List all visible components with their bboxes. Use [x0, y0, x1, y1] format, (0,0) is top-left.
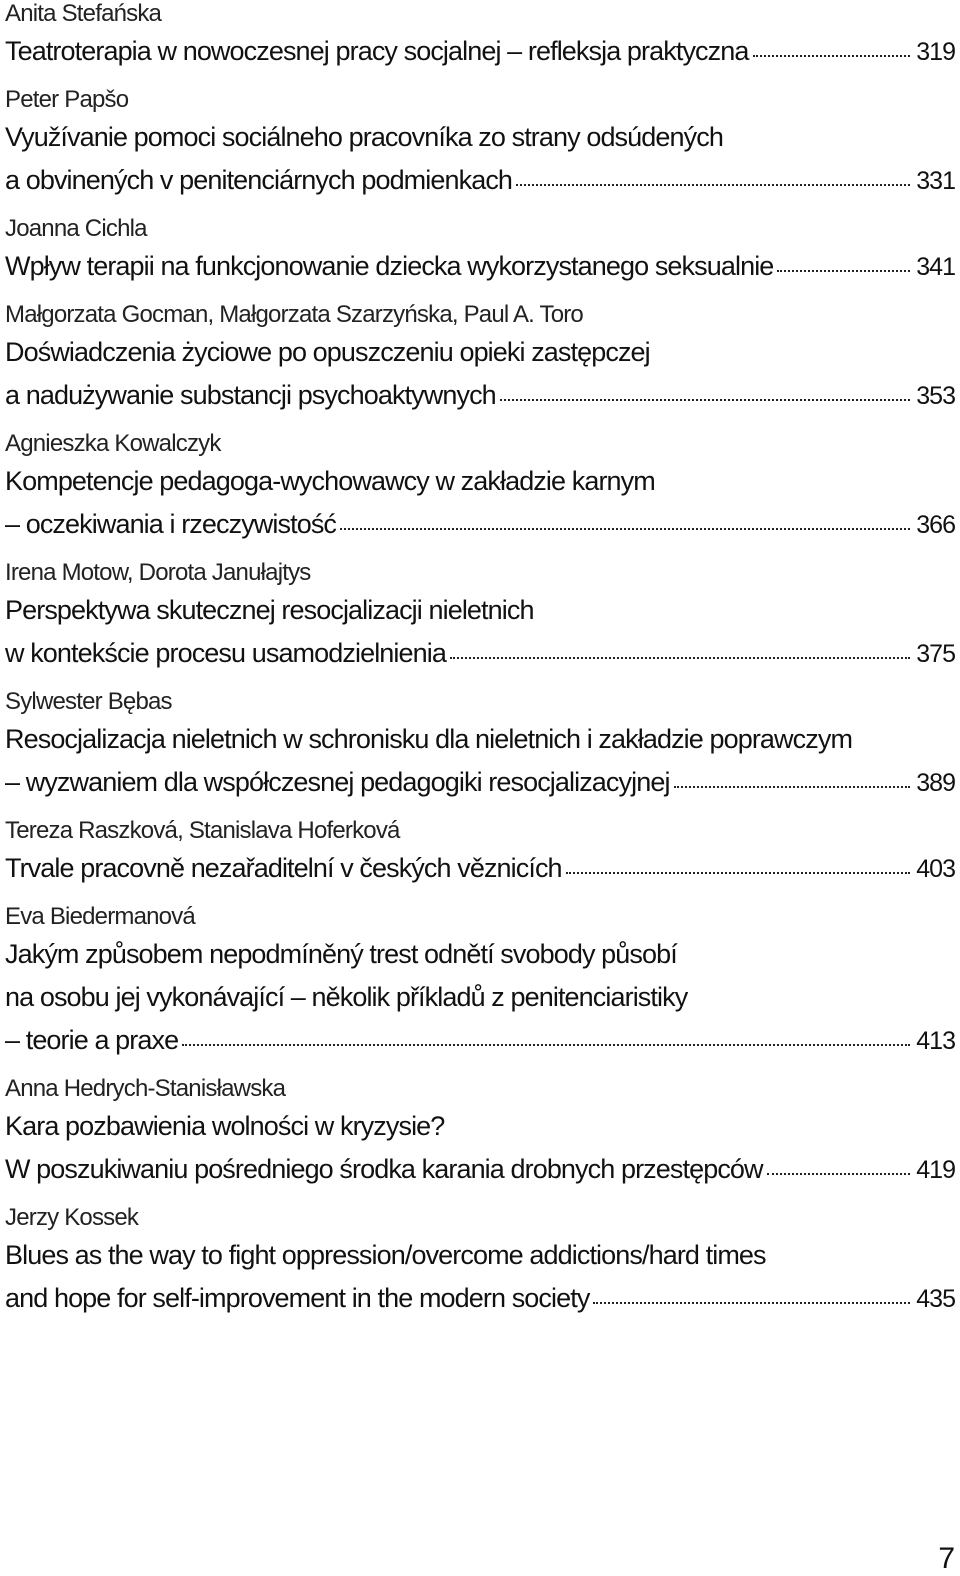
toc-entry[interactable] — [5, 559, 955, 675]
toc-entry[interactable] — [5, 817, 955, 890]
toc-entry-title-line — [5, 1148, 955, 1191]
toc-entry-title[interactable]: Kara pozbawienia wolności w kryzysie? — [5, 1111, 445, 1141]
toc-entry-title-line — [5, 1277, 955, 1320]
toc-entry-title[interactable]: Wpływ terapii na funkcjonowanie dziecka wykorzystanego seksualnie — [5, 251, 774, 281]
toc-entry-title[interactable]: Využívanie pomoci sociálneho pracovníka zo strany odsúdených — [5, 122, 723, 152]
toc-entry-title-line — [5, 30, 955, 73]
toc-entry-page[interactable]: 331 — [916, 167, 955, 195]
toc-entry-title[interactable]: a nadużywanie substancji psychoaktywnych — [5, 380, 496, 410]
toc-entry-title[interactable]: Teatroterapia w nowoczesnej pracy socjalnej – refleksja praktyczna — [5, 36, 749, 66]
toc-entry-page[interactable]: 419 — [916, 1156, 955, 1184]
toc-entry-page[interactable]: 413 — [916, 1027, 955, 1055]
toc-entry-title-line — [5, 589, 955, 632]
toc-entry-title-line — [5, 503, 955, 546]
entry-spacer — [5, 288, 955, 301]
toc-entry-title-line — [5, 933, 955, 976]
toc-entry-author: Tereza Raszková, Stanislava Hoferková — [5, 817, 400, 844]
toc-entry-page[interactable]: 375 — [916, 640, 955, 668]
toc-entry-title-line — [5, 245, 955, 288]
toc-entry-title[interactable]: Blues as the way to fight oppression/overcome addictions/hard times — [5, 1240, 766, 1270]
toc-entry-title[interactable]: w kontekście procesu usamodzielnienia — [5, 638, 446, 668]
entry-spacer — [5, 1191, 955, 1204]
toc-entry-page[interactable]: 353 — [916, 382, 955, 410]
table-of-contents — [5, 0, 955, 1333]
toc-entry-page[interactable]: 435 — [916, 1285, 955, 1313]
toc-entry[interactable] — [5, 903, 955, 1062]
dot-leader — [777, 269, 910, 272]
toc-entry-title[interactable]: – teorie a praxe — [5, 1025, 179, 1055]
toc-entry[interactable] — [5, 430, 955, 546]
dot-leader — [340, 527, 910, 530]
toc-entry-title-line — [5, 976, 955, 1019]
entry-spacer — [5, 202, 955, 215]
dot-leader — [182, 1043, 910, 1046]
dot-leader — [767, 1172, 911, 1175]
toc-entry[interactable] — [5, 86, 955, 202]
dot-leader — [674, 785, 911, 788]
entry-spacer — [5, 675, 955, 688]
toc-entry-title-line — [5, 632, 955, 675]
toc-entry[interactable] — [5, 301, 955, 417]
toc-entry-title[interactable]: W poszukiwaniu pośredniego środka karania drobnych przestępców — [5, 1154, 763, 1184]
toc-entry-title[interactable]: na osobu jej vykonávající – několik příkladů z penitenciaristiky — [5, 982, 688, 1012]
toc-entry-title-line — [5, 331, 955, 374]
toc-entry-author: Peter Papšo — [5, 86, 129, 113]
toc-entry-page[interactable]: 319 — [916, 38, 955, 66]
toc-entry-title[interactable]: a obvinených v penitenciárnych podmienkach — [5, 165, 513, 195]
toc-entry-page[interactable]: 341 — [916, 253, 955, 281]
dot-leader — [566, 871, 911, 874]
toc-entry-title-line — [5, 1105, 955, 1148]
toc-entry-title-line — [5, 718, 955, 761]
toc-entry-title[interactable]: Perspektywa skutecznej resocjalizacji nieletnich — [5, 595, 534, 625]
toc-entry[interactable] — [5, 1075, 955, 1191]
entry-spacer — [5, 1320, 955, 1333]
toc-entry-title-line — [5, 460, 955, 503]
toc-entry-title-line — [5, 1019, 955, 1062]
page-number: 7 — [938, 1542, 955, 1575]
toc-entry-author: Irena Motow, Dorota Janułajtys — [5, 559, 311, 586]
toc-entry-author: Eva Biedermanová — [5, 903, 195, 930]
toc-entry[interactable] — [5, 215, 955, 288]
dot-leader — [593, 1301, 910, 1304]
entry-spacer — [5, 890, 955, 903]
toc-entry-title[interactable]: Kompetencje pedagoga-wychowawcy w zakładzie karnym — [5, 466, 655, 496]
entry-spacer — [5, 1062, 955, 1075]
toc-entry-title[interactable]: – wyzwaniem dla współczesnej pedagogiki resocjalizacyjnej — [5, 767, 670, 797]
entry-spacer — [5, 546, 955, 559]
toc-entry-title[interactable]: Doświadczenia życiowe po opuszczeniu opieki zastępczej — [5, 337, 650, 367]
toc-entry-author: Anita Stefańska — [5, 0, 162, 27]
toc-entry-page[interactable]: 389 — [916, 769, 955, 797]
toc-entry-author: Agnieszka Kowalczyk — [5, 430, 221, 457]
dot-leader — [450, 656, 910, 659]
toc-entry-title-line — [5, 116, 955, 159]
entry-spacer — [5, 73, 955, 86]
dot-leader — [500, 398, 910, 401]
entry-spacer — [5, 417, 955, 430]
toc-entry[interactable] — [5, 688, 955, 804]
dot-leader — [516, 183, 910, 186]
toc-entry-title-line — [5, 761, 955, 804]
toc-entry-title-line — [5, 374, 955, 417]
toc-entry-title[interactable]: Jakým způsobem nepodmíněný trest odnětí svobody působí — [5, 939, 677, 969]
toc-entry-author: Małgorzata Gocman, Małgorzata Szarzyńska, Paul A. Toro — [5, 301, 583, 328]
toc-entry-title[interactable]: Trvale pracovně nezařaditelní v českých věznicích — [5, 853, 562, 883]
toc-entry-page[interactable]: 366 — [916, 511, 955, 539]
toc-entry-title[interactable]: Resocjalizacja nieletnich w schronisku dla nieletnich i zakładzie poprawczym — [5, 724, 853, 754]
toc-entry-title[interactable]: – oczekiwania i rzeczywistość — [5, 509, 337, 539]
toc-entry[interactable] — [5, 0, 955, 73]
toc-entry-author: Sylwester Bębas — [5, 688, 172, 715]
toc-entry-author: Jerzy Kossek — [5, 1204, 139, 1231]
toc-entry-title[interactable]: and hope for self-improvement in the modern society — [5, 1283, 590, 1313]
entry-spacer — [5, 804, 955, 817]
toc-entry-page[interactable]: 403 — [916, 855, 955, 883]
toc-entry-title-line — [5, 847, 955, 890]
toc-entry-title-line — [5, 1234, 955, 1277]
dot-leader — [753, 54, 911, 57]
toc-entry-author: Anna Hedrych-Stanisławska — [5, 1075, 286, 1102]
toc-entry-title-line — [5, 159, 955, 202]
toc-entry-author: Joanna Cichla — [5, 215, 147, 242]
toc-entry[interactable] — [5, 1204, 955, 1320]
